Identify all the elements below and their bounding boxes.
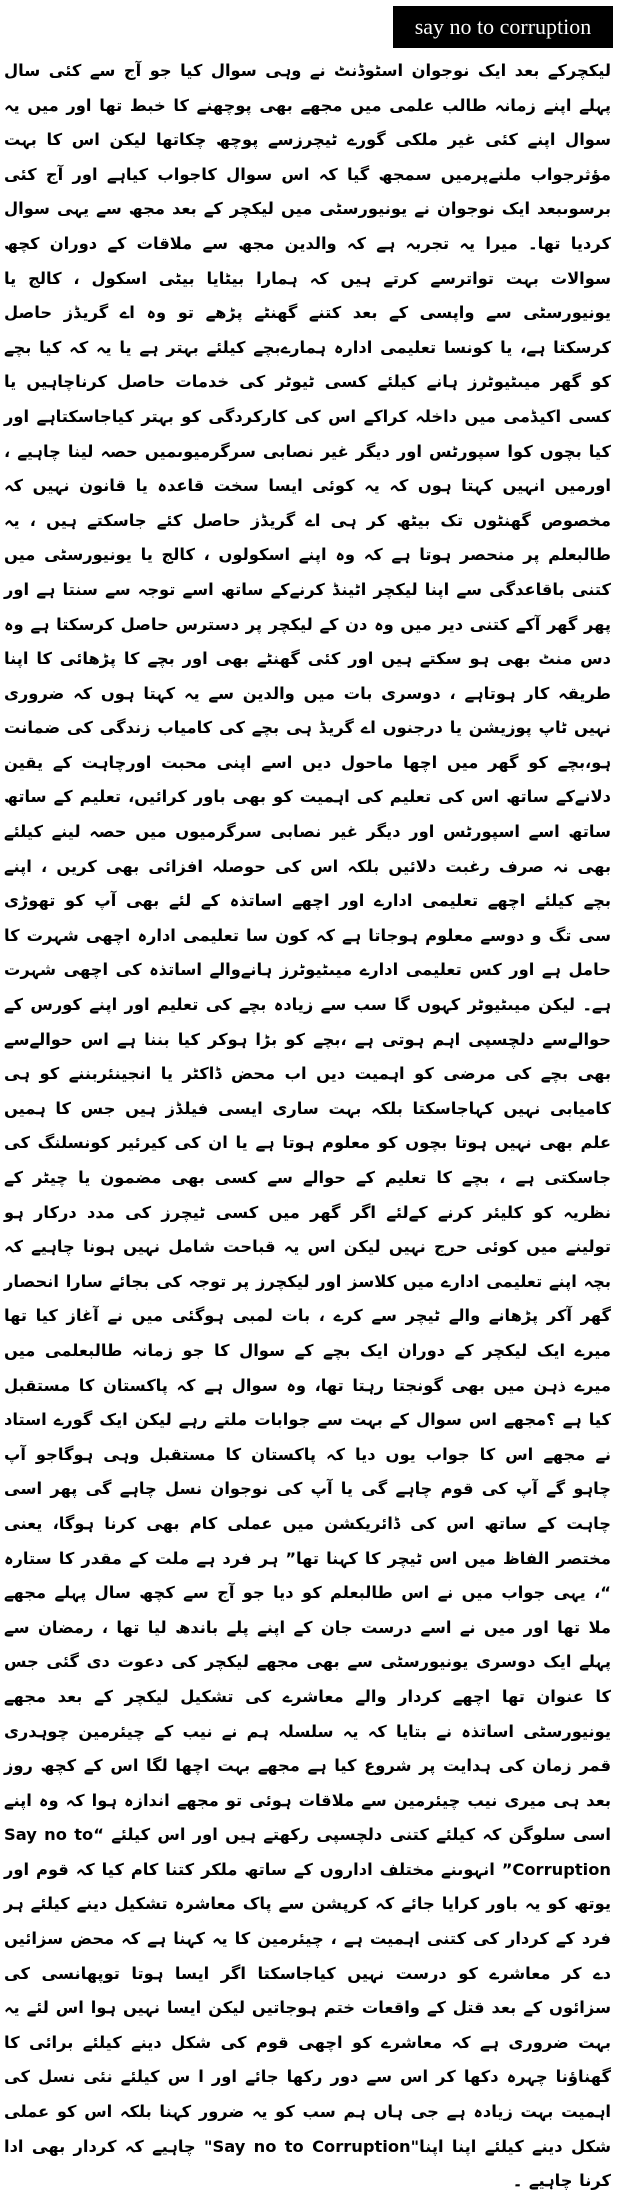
article-title: say no to corruption — [393, 6, 613, 48]
article-body: لیکچرکے بعد ایک نوجوان اسٹوڈنٹ نے وہی سوال کیا جو آج سے کئی سال پہلے اپنے زمانہ طالب علمی میں مجھے بھی پوچھنے کا خبط تھا اور میں یہ سوال اپنے کئی غیر ملکی گورے ٹیچرزسے پوچھ چکاتھا لیکن اس کا بہت مؤثرجواب ملنےپرمیں سمجھ گیا کہ اس سوال کاجواب کیاہے اور آج کئی برسوںبعد ایک نوجوان نے یونیورسٹی میں لیکچر کے بعد مجھ سے یہی سوال کردیا تھا۔ میرا یہ تجربہ ہے کہ والدین مجھ سے ملاقات کے دوران کچھ سوالات بہت تواترسے کرتے ہیں کہ ہمارا بیٹایا بیٹی اسکول ، کالج یا یونیورسٹی سے واپسی کے بعد کتنے گھنٹے پڑھے تو وہ اے گریڈز حاصل کرسکتا ہے، یا کونسا تعلیمی ادارہ ہمارےبچے کیلئے بہتر ہے یا یہ کہ کیا بچے کو گھر میںٹیوٹرز ہانے کیلئے کسی ٹیوٹر کی خدمات حاصل کرناچاہیں یا کسی اکیڈمی میں داخلہ کراکے اس کی کارکردگی کو بہتر کیاجاسکتاہے اور کیا بچوں کوا سپورٹس اور دیگر غیر نصابی سرگرمیوںمیں حصہ لینا چاہیے ، اورمیں انہیں کہتا ہوں کہ یہ کوئی ایسا سخت قاعدہ یا قانون نہیں کہ مخصوص گھنٹوں تک بیٹھ کر ہی اے گریڈز حاصل کئے جاسکتے ہیں ، یہ طالبعلم پر منحصر ہوتا ہے کہ وہ اپنے اسکولوں ، کالج یا یونیورسٹی میں کتنی باقاعدگی سے اپنا لیکچر اٹینڈ کرنےکے ساتھ اسے توجہ سے سنتا ہے اور پھر گھر آکے کتنی دیر میں وہ دن کے لیکچر پر دسترس حاصل کرسکتا ہے وہ دس منٹ بھی ہو سکتے ہیں اور کئی گھنٹے بھی اور بچے کا پڑھائی کا اپنا طریقہ کار ہوتاہے ، دوسری بات میں والدین سے یہ کہتا ہوں کہ ضروری نہیں ٹاپ پوزیشن یا درجنوں اے گریڈ ہی بچے کی کامیاب زندگی کی ضمانت ہو،بچے کو گھر میں اچھا ماحول دیں اسے اپنی محبت اورچاہت کے یقین دلانےکے ساتھ اس کی تعلیم کی اہمیت کو بھی باور کرائیں، تعلیم کے ساتھ ساتھ اسے اسپورٹس اور دیگر غیر نصابی سرگرمیوں میں حصہ لینے کیلئے بھی نہ صرف رغبت دلائیں بلکہ اس کی حوصلہ افزائی بھی کریں ، اپنے بچے کیلئے اچھے تعلیمی ادارے اور اچھے اساتذہ کے لئے بھی آپ کو تھوڑی سی تگ و دوسے معلوم ہوجاتا ہے کہ کون سا تعلیمی ادارہ اچھی شہرت کا حامل ہے اور کس تعلیمی ادارے میںٹیوٹرز ہانےوالے اساتذہ کی اچھی شہرت ہے۔ لیکن میںٹیوٹر کہوں گا سب سے زیادہ بچے کی تعلیم اور اپنے کورس کے حوالےسے دلچسپی اہم ہوتی ہے ،بچے کو بڑا ہوکر کیا بننا ہے اس حوالےسے بھی بچے کی مرضی کو اہمیت دیں اب محض ڈاکٹر یا انجینئربننے کو ہی کامیابی نہیں کہاجاسکتا بلکہ بہت ساری ایسی فیلڈز ہیں جس کا ہمیں علم بھی نہیں ہوتا بچوں کو معلوم ہوتا ہے یا ان کی کیرئیر کونسلنگ کی جاسکتی ہے ، بچے کا تعلیم کے حوالے سے کسی بھی مضمون یا چیٹر کے نظریہ کو کلیئر کرنے کےلئے اگر گھر میں کسی ٹیچرز کی مدد درکار ہو تولینے میں کوئی حرج نہیں لیکن اس یہ قباحت شامل نہیں ہونا چاہیے کہ بچہ اپنے تعلیمی ادارے میں کلاسز اور لیکچرز پر توجہ کی بجائے سارا انحصار گھر آکر پڑھانے والے ٹیچر سے کرے ، بات لمبی ہوگئی میں نے آغاز کیا تھا میرے ایک لیکچر کے دوران ایک بچے کے سوال کا جو زمانہ طالبعلمی میں میرے ذہن میں بھی گونجتا رہتا تھا، وہ سوال ہے کہ پاکستان کا مستقبل کیا ہے ؟مجھے اس سوال کے بہت سے جوابات ملتے رہے لیکن ایک گورے استاد نے مجھے اس کا جواب یوں دیا کہ پاکستان کا مستقبل وہی ہوگاجو آپ چاہو گے آپ کی قوم چاہے گی یا آپ کی نوجوان نسل چاہے گی پھر اسی چاہت کے ساتھ اس کی ڈائریکشن میں عملی کام بھی کرنا ہوگا، یعنی مختصر الفاظ میں اس ٹیچر کا کہنا تھا” ہر فرد ہے ملت کے مقدر کا ستارہ “، یہی جواب میں نے اس طالبعلم کو دیا جو آج سے کچھ سال پہلے مجھے ملا تھا اور میں نے اسے درست جان کے اپنے پلے باندھ لیا تھا ، رمضان سے پہلے ایک دوسری یونیورسٹی سے بھی مجھے لیکچر کی دعوت دی گئی جس کا عنوان تھا اچھے کردار والے معاشرے کی تشکیل لیکچر کے بعد مجھے یونیورسٹی اساتذہ نے بتایا کہ یہ سلسلہ ہم نے نیب کے چیئرمین چوہدری قمر زمان کی ہدایت پر شروع کیا ہے مجھے بہت اچھا لگا اس کے کچھ روز بعد ہی میری نیب چیئرمین سے ملاقات ہوئی تو مجھے اندازہ ہوا کہ وہ اپنے اسی سلوگن کہ کیلئے کتنی دلچسپی رکھتے ہیں اور اس کیلئے “Say no to Corruption” انہوںنے مختلف اداروں کے ساتھ ملکر کتنا کام کیا کہ قوم اور یوتھ کو یہ باور کرایا جائے کہ کرپشن سے پاک معاشرہ تشکیل دینے کیلئے ہر فرد کے کردار کی کتنی اہمیت ہے ، چیئرمین کا یہ کہنا ہے کہ محض سزائیں دے کر معاشرے کو درست نہیں کیاجاسکتا اگر ایسا ہوتا توپھانسی کی سزائوں کے بعد قتل کے واقعات ختم ہوجاتیں لیکن ایسا نہیں ہوا اس لئے یہ بہت ضروری ہے کہ معاشرے کو اچھی قوم کی شکل دینے کیلئے برائی کا گھناؤنا چہرہ دکھا کر اس سے دور رکھا جائے اور ا س کیلئے نئی نسل کی اہمیت بہت زیادہ ہے جی ہاں ہم سب کو یہ ضرور کہنا بلکہ اس کو عملی شکل دینے کیلئے اپنا اپنا"Say no to Corruption" چاہیے کہ کردار بھی ادا کرنا چاہیے ۔ — [4, 61, 612, 2191]
